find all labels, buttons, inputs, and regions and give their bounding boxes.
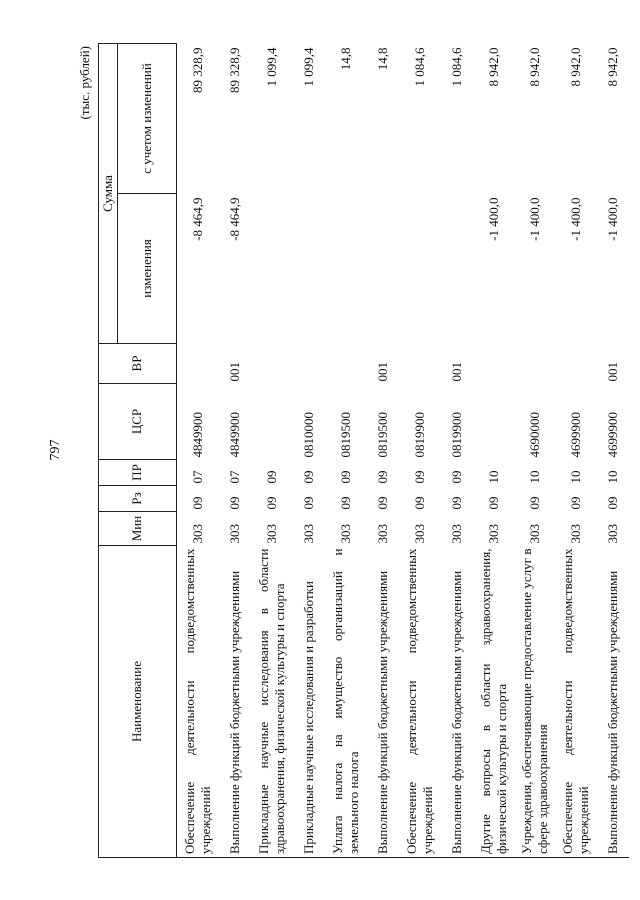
row-with-change: 8 942,0	[526, 47, 542, 87]
header-pr: ПР	[99, 460, 177, 486]
row-vr	[399, 344, 440, 384]
row-with-change: 8 942,0	[485, 47, 501, 87]
row-name: Учреждения, обеспечивающие предоставление услуг в сфере здравоохранения	[514, 546, 555, 858]
row-with-change: 89 328,9	[189, 47, 205, 93]
table-row	[473, 44, 514, 858]
row-vr	[325, 344, 366, 384]
row-name: Другие вопросы в области здравоохранения, физической культуры и спорта	[473, 546, 514, 858]
row-pr: 09	[263, 470, 279, 484]
row-change: -1 400,0	[485, 197, 501, 241]
row-pr: 09	[374, 470, 390, 484]
row-rz: 09	[374, 496, 390, 510]
row-name: Выполнение функций бюджетными учреждениями	[596, 546, 629, 858]
table-row	[596, 44, 629, 858]
row-pr: 10	[604, 470, 620, 484]
row-vr: 001	[448, 362, 464, 382]
row-csr: 0819500	[374, 412, 390, 458]
row-pr: 09	[337, 470, 353, 484]
header-min: Мин	[99, 512, 177, 546]
row-name: Обеспечение деятельности подведомственных учреждений	[177, 546, 219, 858]
row-pr: 09	[411, 470, 427, 484]
row-rz: 09	[567, 496, 583, 510]
row-name: Обеспечение деятельности подведомственных учреждений	[399, 546, 440, 858]
row-with-change: 14,8	[374, 47, 390, 71]
row-csr: 0819900	[411, 412, 427, 458]
row-min: 303	[263, 524, 279, 544]
header-with-change: с учетом изменений	[118, 44, 177, 194]
row-change	[366, 194, 399, 344]
row-pr: 07	[189, 470, 205, 484]
row-vr: 001	[374, 362, 390, 382]
row-with-change: 1 099,4	[263, 47, 279, 87]
row-rz: 09	[526, 496, 542, 510]
row-name: Прикладные научные исследования в области здравоохранения, физической культуры и спорта	[251, 546, 292, 858]
row-rz: 09	[604, 496, 620, 510]
row-change	[292, 194, 325, 344]
row-name: Уплата налога на имущество организаций и земельного налога	[325, 546, 366, 858]
row-pr: 10	[526, 470, 542, 484]
row-change	[399, 194, 440, 344]
table-row	[440, 44, 473, 858]
row-with-change: 8 942,0	[604, 47, 620, 87]
row-change: -1 400,0	[567, 197, 583, 241]
row-min: 303	[526, 524, 542, 544]
row-change: -1 400,0	[526, 197, 542, 241]
header-csr: ЦСР	[99, 384, 177, 460]
row-name: Выполнение функций бюджетными учреждениями	[366, 546, 399, 858]
row-csr: 4849900	[189, 412, 205, 458]
row-rz: 09	[226, 496, 242, 510]
header-rz: Рз	[99, 486, 177, 512]
rotated-page	[77, 44, 620, 858]
row-min: 303	[337, 524, 353, 544]
table-row	[218, 44, 251, 858]
row-vr	[292, 344, 325, 384]
row-min: 303	[226, 524, 242, 544]
header-change: изменения	[118, 194, 177, 344]
row-pr: 10	[485, 470, 501, 484]
row-csr: 4699900	[604, 412, 620, 458]
table-row	[555, 44, 596, 858]
row-vr	[555, 344, 596, 384]
row-vr: 001	[604, 362, 620, 382]
row-name: Прикладные научные исследования и разработки	[292, 546, 325, 858]
header-vr: ВР	[99, 344, 177, 384]
row-change	[325, 194, 366, 344]
row-rz: 09	[300, 496, 316, 510]
units-label: (тыс. рублей)	[77, 46, 92, 120]
row-pr: 07	[226, 470, 242, 484]
row-change	[440, 194, 473, 344]
header-sum: Сумма	[99, 44, 118, 344]
row-with-change: 89 328,9	[226, 47, 242, 93]
row-min: 303	[189, 524, 205, 544]
row-rz: 09	[448, 496, 464, 510]
row-change: -1 400,0	[604, 197, 620, 241]
table-row	[514, 44, 555, 858]
row-change	[251, 194, 292, 344]
row-csr	[473, 384, 514, 460]
table-row	[251, 44, 292, 858]
row-name: Выполнение функций бюджетными учреждениями	[440, 546, 473, 858]
row-min: 303	[300, 524, 316, 544]
row-csr: 4690000	[526, 412, 542, 458]
row-csr	[251, 384, 292, 460]
row-vr	[514, 344, 555, 384]
table-body	[177, 44, 630, 858]
row-vr	[473, 344, 514, 384]
row-with-change: 1 084,6	[411, 47, 427, 87]
row-name: Выполнение функций бюджетными учреждениями	[218, 546, 251, 858]
row-min: 303	[411, 524, 427, 544]
row-with-change: 14,8	[337, 47, 353, 71]
row-min: 303	[567, 524, 583, 544]
row-rz: 09	[189, 496, 205, 510]
table-row	[325, 44, 366, 858]
budget-table	[98, 43, 629, 858]
row-min: 303	[485, 524, 501, 544]
row-change: -8 464,9	[189, 197, 205, 241]
page-number: 797	[48, 439, 63, 461]
header-name: Наименование	[99, 546, 177, 858]
table-row	[366, 44, 399, 858]
table-row	[292, 44, 325, 858]
row-pr: 09	[300, 470, 316, 484]
row-vr	[177, 344, 219, 384]
row-rz: 09	[411, 496, 427, 510]
row-with-change: 1 099,4	[300, 47, 316, 87]
row-csr: 0819900	[448, 412, 464, 458]
row-pr: 10	[567, 470, 583, 484]
row-min: 303	[374, 524, 390, 544]
row-change: -8 464,9	[226, 197, 242, 241]
row-csr: 4849900	[226, 412, 242, 458]
table-row	[399, 44, 440, 858]
row-csr: 0819500	[337, 412, 353, 458]
row-min: 303	[448, 524, 464, 544]
row-vr	[251, 344, 292, 384]
table-row	[177, 44, 219, 858]
row-with-change: 8 942,0	[567, 47, 583, 87]
row-vr: 001	[226, 362, 242, 382]
row-rz: 09	[263, 496, 279, 510]
row-pr: 09	[448, 470, 464, 484]
row-rz: 09	[485, 496, 501, 510]
row-csr: 0810000	[300, 412, 316, 458]
row-with-change: 1 084,6	[448, 47, 464, 87]
row-min: 303	[604, 524, 620, 544]
row-csr: 4699900	[567, 412, 583, 458]
row-rz: 09	[337, 496, 353, 510]
row-name: Обеспечение деятельности подведомственных учреждений	[555, 546, 596, 858]
